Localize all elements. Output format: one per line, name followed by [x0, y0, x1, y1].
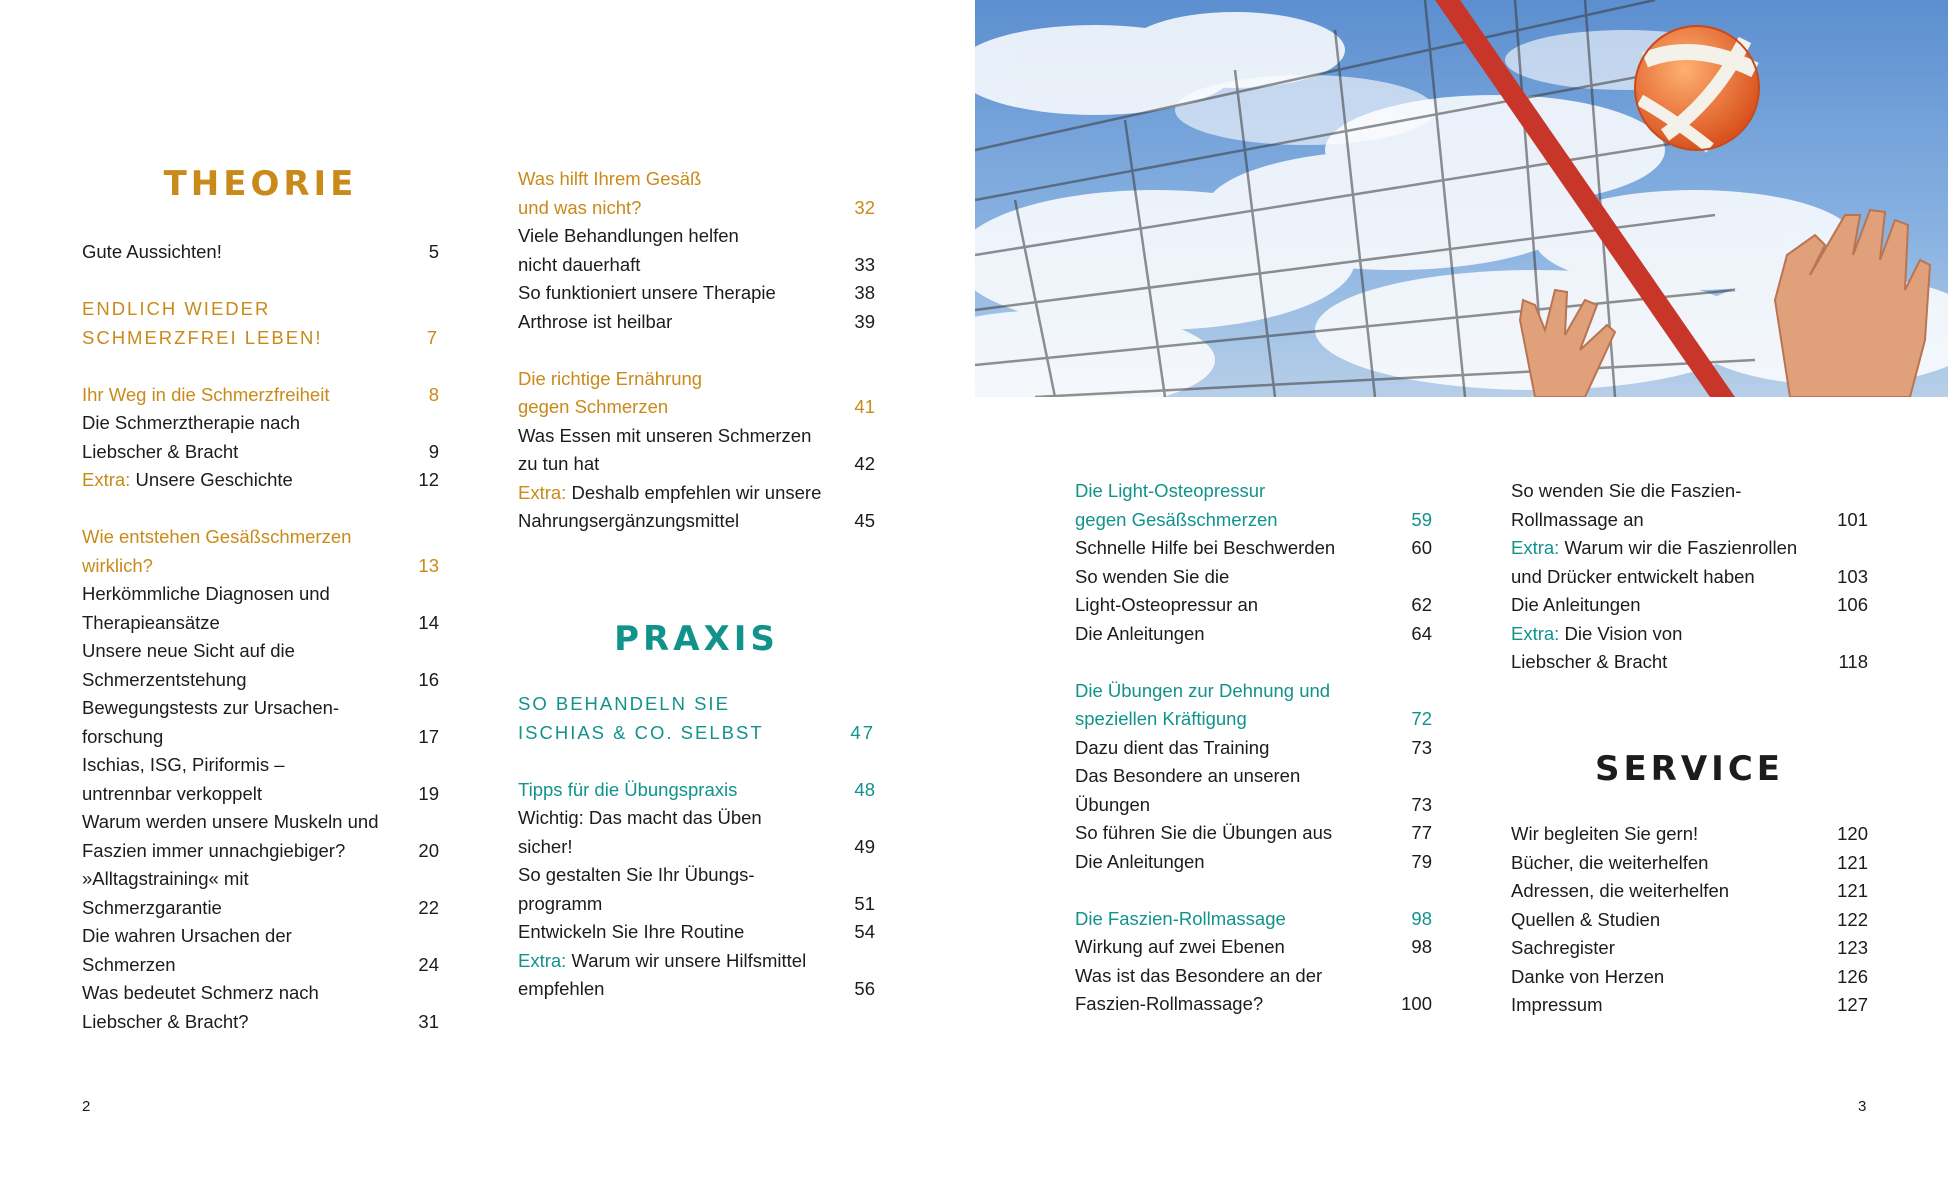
toc-entry-text: Arthrose ist heilbar: [518, 310, 673, 332]
toc-entry[interactable]: [518, 422, 875, 479]
toc-entry-text: Adressen, die weiterhelfen: [1511, 880, 1730, 901]
toc-entry-title: [518, 918, 875, 947]
toc-entry[interactable]: [1511, 534, 1868, 591]
toc-entry-title: [1511, 620, 1868, 677]
toc-page-number: 19: [418, 782, 439, 804]
toc-entry-text: Was hilft Ihrem Gesäß und was nicht?: [518, 168, 702, 218]
toc-page-number: 33: [854, 253, 875, 275]
toc-page-number: 103: [1837, 565, 1868, 587]
toc-entry[interactable]: [518, 947, 875, 1004]
extra-prefix: Extra:: [518, 949, 567, 971]
toc-entry-title: [1511, 591, 1868, 620]
toc-list-theorie-continued: [518, 165, 875, 536]
toc-entry-title: [518, 690, 875, 747]
toc-entry[interactable]: [82, 808, 439, 865]
toc-entry-text: Gute Aussichten!: [82, 241, 222, 262]
extra-prefix: Extra:: [1511, 622, 1560, 644]
toc-entry-title: [518, 479, 875, 536]
volleyball-net-photo: [975, 0, 1948, 397]
toc-entry-text: Entwickeln Sie Ihre Routine: [518, 921, 745, 942]
praxis-column-3: [1075, 477, 1432, 1019]
toc-page-number: 31: [418, 1010, 439, 1032]
toc-subsection-entry[interactable]: [518, 165, 875, 222]
toc-entry[interactable]: [518, 918, 875, 947]
toc-entry[interactable]: [82, 580, 439, 637]
toc-entry-title: [1511, 963, 1868, 992]
toc-spacer: [1075, 648, 1432, 677]
toc-entry-title: [82, 466, 439, 495]
toc-entry-title: [82, 238, 439, 267]
toc-page-number: 77: [1411, 822, 1432, 843]
toc-subsection-entry[interactable]: [518, 365, 875, 422]
toc-page-number: 60: [1411, 537, 1432, 558]
toc-entry-text: Wir begleiten Sie gern!: [1511, 823, 1699, 844]
toc-entry-text: Bewegungstests zur Ursachen- forschung: [82, 697, 340, 747]
toc-entry-title: [1075, 819, 1432, 848]
toc-entry-text: So wenden Sie die Faszien- Rollmassage an: [1511, 480, 1742, 530]
toc-entry[interactable]: [1511, 963, 1868, 992]
toc-entry-title: [1075, 620, 1432, 649]
toc-entry-text: Was ist das Besondere an der Faszien-Rollmassage?: [1075, 964, 1323, 1014]
service-column: [1511, 740, 1868, 1020]
toc-page-number: 126: [1837, 965, 1868, 987]
toc-entry-title: [82, 295, 439, 352]
toc-subsection-entry[interactable]: [518, 776, 875, 805]
toc-page-number: 7: [426, 326, 439, 348]
toc-entry[interactable]: [1511, 849, 1868, 878]
toc-entry-text: SO BEHANDELN SIE ISCHIAS & CO. SELBST: [518, 693, 764, 743]
toc-page-number: 62: [1411, 594, 1432, 615]
toc-entry[interactable]: [1075, 534, 1432, 563]
toc-entry-title: [1075, 905, 1432, 934]
toc-entry[interactable]: [518, 861, 875, 918]
toc-subsection-entry[interactable]: [82, 523, 439, 580]
toc-entry-text: Quellen & Studien: [1511, 908, 1661, 930]
toc-entry[interactable]: [82, 466, 439, 495]
toc-entry-title: [82, 694, 439, 751]
toc-entry-title: [82, 381, 439, 410]
toc-entry-title: [1075, 848, 1432, 877]
toc-page-number: 72: [1411, 708, 1432, 729]
toc-entry[interactable]: [1511, 477, 1868, 534]
toc-entry-title: [82, 751, 439, 808]
toc-entry-title: [82, 922, 439, 979]
toc-page-number: 123: [1837, 937, 1868, 958]
toc-page-number: 13: [418, 554, 439, 576]
toc-entry[interactable]: [82, 979, 439, 1036]
toc-entry-title: [82, 637, 439, 694]
toc-entry-title: [1075, 534, 1432, 563]
toc-page-number: 64: [1411, 622, 1432, 644]
toc-entry-text: Was bedeutet Schmerz nach Liebscher & Bracht?: [82, 982, 319, 1032]
toc-entry-text: Ihr Weg in die Schmerzfreiheit: [82, 383, 330, 405]
toc-entry-text: Viele Behandlungen helfen nicht dauerhaft: [518, 225, 739, 275]
toc-entry[interactable]: [1075, 819, 1432, 848]
toc-entry-text: Wichtig: Das macht das Üben sicher!: [518, 807, 762, 857]
toc-spacer: [82, 267, 439, 296]
theorie-column-2: [518, 165, 875, 536]
toc-page-number: 38: [854, 282, 875, 303]
toc-entry-text: So führen Sie die Übungen aus: [1075, 822, 1333, 843]
toc-entry[interactable]: [518, 222, 875, 279]
toc-page-number: 45: [854, 510, 875, 531]
toc-spacer: [518, 747, 875, 776]
toc-entry-title: [518, 861, 875, 918]
toc-entry[interactable]: [1075, 962, 1432, 1019]
toc-page-number: 56: [854, 978, 875, 999]
praxis-heading: PRAXIS: [614, 619, 779, 659]
toc-entry-text: Die Light-Osteopressur gegen Gesäßschmerzen: [1075, 480, 1278, 530]
toc-entry-text: Die richtige Ernährung gegen Schmerzen: [518, 367, 703, 417]
toc-entry-text: Bücher, die weiterhelfen: [1511, 851, 1709, 873]
toc-entry-title: [1075, 477, 1432, 534]
toc-list-praxis-end: [1511, 477, 1868, 677]
toc-page-number: 100: [1401, 993, 1432, 1014]
toc-entry-title: [1511, 906, 1868, 935]
toc-entry[interactable]: [1511, 820, 1868, 849]
toc-entry[interactable]: [1075, 933, 1432, 962]
toc-entry-title: [1511, 991, 1868, 1020]
toc-page-number: 59: [1411, 508, 1432, 530]
toc-page-number: 121: [1837, 851, 1868, 873]
toc-entry-text: Dazu dient das Training: [1075, 736, 1270, 758]
extra-prefix: Extra:: [518, 481, 567, 503]
toc-entry-title: [518, 222, 875, 279]
toc-entry-text: Tipps für die Übungspraxis: [518, 778, 738, 800]
toc-page-number: 12: [418, 469, 439, 490]
toc-entry-text: So funktioniert unsere Therapie: [518, 282, 776, 303]
toc-page-number: 8: [428, 383, 439, 405]
toc-entry-text: Herkömmliche Diagnosen und Therapieansätze: [82, 583, 330, 633]
toc-entry-title: [518, 308, 875, 337]
toc-page-number: 122: [1837, 908, 1868, 930]
photo-illustration: [975, 0, 1948, 397]
theorie-column: [82, 155, 439, 1036]
toc-spacer: [82, 352, 439, 381]
toc-entry-text: Ischias, ISG, Piriformis – untrennbar verkoppelt: [82, 754, 285, 804]
toc-subsection-entry[interactable]: [1075, 677, 1432, 734]
toc-list-praxis: [518, 690, 875, 1004]
toc-entry[interactable]: [82, 865, 439, 922]
toc-page-number: 127: [1837, 994, 1868, 1015]
praxis-column-4: [1511, 477, 1868, 677]
toc-page-number: 48: [854, 778, 875, 800]
toc-entry-text: Wie entstehen Gesäßschmerzen wirklich?: [82, 526, 352, 576]
page-number-left: 2: [82, 1098, 91, 1115]
toc-list-service: [1511, 820, 1868, 1020]
toc-entry[interactable]: [1075, 620, 1432, 649]
toc-page-number: 106: [1837, 594, 1868, 615]
toc-entry-title: [1075, 563, 1432, 620]
toc-spacer: [1075, 876, 1432, 905]
toc-page-number: 54: [854, 921, 875, 942]
toc-page-number: 24: [418, 953, 439, 975]
toc-entry-title: [1075, 933, 1432, 962]
toc-entry[interactable]: [1511, 991, 1868, 1020]
toc-page-number: 9: [428, 440, 439, 462]
toc-entry-text: Was Essen mit unseren Schmerzen zu tun hat: [518, 424, 812, 474]
toc-entry[interactable]: [1511, 906, 1868, 935]
toc-entry-text: Warum werden unsere Muskeln und Faszien immer unnachgiebiger?: [82, 811, 379, 861]
toc-entry-title: [1511, 849, 1868, 878]
toc-page-number: 120: [1837, 823, 1868, 844]
toc-entry-title: [518, 804, 875, 861]
toc-entry[interactable]: [1511, 591, 1868, 620]
toc-page-number: 17: [418, 725, 439, 747]
toc-page-number: 98: [1411, 936, 1432, 957]
toc-page-number: 73: [1411, 736, 1432, 758]
toc-entry-title: [518, 279, 875, 308]
toc-entry[interactable]: [1511, 877, 1868, 906]
toc-entry-text: Die Schmerztherapie nach Liebscher & Bracht: [82, 412, 300, 462]
toc-entry[interactable]: [82, 409, 439, 466]
toc-entry-text: Danke von Herzen: [1511, 965, 1665, 987]
toc-entry-title: [518, 165, 875, 222]
page-number-right: 3: [1858, 1098, 1867, 1115]
toc-entry-title: [1511, 877, 1868, 906]
toc-entry-text: ENDLICH WIEDER SCHMERZFREI LEBEN!: [82, 298, 323, 348]
toc-entry-text: Impressum: [1511, 994, 1603, 1015]
toc-subsection-entry[interactable]: [82, 381, 439, 410]
toc-page-number: 79: [1411, 850, 1432, 872]
toc-entry-title: [518, 422, 875, 479]
toc-entry-text: Schnelle Hilfe bei Beschwerden: [1075, 537, 1336, 558]
toc-entry-text: Die wahren Ursachen der Schmerzen: [82, 925, 292, 975]
toc-entry-title: [1511, 477, 1868, 534]
service-heading: SERVICE: [1594, 749, 1785, 789]
toc-page-number: 73: [1411, 793, 1432, 815]
toc-entry-title: [1075, 677, 1432, 734]
toc-entry[interactable]: [1075, 563, 1432, 620]
toc-page-number: 41: [854, 396, 875, 417]
toc-entry-text: Unsere Geschichte: [135, 469, 293, 490]
toc-page-number: 42: [854, 453, 875, 474]
toc-entry[interactable]: [518, 279, 875, 308]
theorie-heading: THEORIE: [163, 164, 358, 204]
toc-entry-text: Warum wir die Faszienrollen und Drücker entwickelt haben: [1511, 537, 1798, 587]
toc-spacer: [518, 336, 875, 365]
toc-entry[interactable]: [1511, 620, 1868, 677]
toc-entry-title: [82, 580, 439, 637]
toc-entry-title: [1511, 820, 1868, 849]
toc-entry-text: Sachregister: [1511, 937, 1615, 958]
toc-page-number: 98: [1411, 907, 1432, 929]
toc-entry-text: Wirkung auf zwei Ebenen: [1075, 936, 1285, 957]
toc-section-entry[interactable]: [518, 690, 875, 747]
toc-entry-title: [1075, 762, 1432, 819]
toc-entry[interactable]: [82, 238, 439, 267]
toc-page-number: 101: [1837, 508, 1868, 530]
toc-entry-text: Das Besondere an unseren Übungen: [1075, 765, 1301, 815]
toc-entry-title: [1075, 734, 1432, 763]
toc-entry-text: So wenden Sie die Light-Osteopressur an: [1075, 565, 1259, 615]
toc-entry-title: [1511, 534, 1868, 591]
toc-entry-text: Die Übungen zur Dehnung und speziellen Kräftigung: [1075, 679, 1331, 729]
toc-entry-text: So gestalten Sie Ihr Übungs- programm: [518, 864, 755, 914]
extra-prefix: Extra:: [1511, 537, 1560, 558]
toc-entry[interactable]: [1075, 848, 1432, 877]
toc-list-theorie: [82, 238, 439, 1036]
toc-subsection-entry[interactable]: [1075, 905, 1432, 934]
toc-page-number: 51: [854, 892, 875, 914]
toc-entry[interactable]: [518, 308, 875, 337]
toc-page-number: 14: [418, 611, 439, 633]
toc-entry[interactable]: [518, 479, 875, 536]
toc-entry-title: [518, 776, 875, 805]
toc-page-number: 121: [1837, 880, 1868, 901]
extra-prefix: Extra:: [82, 469, 131, 490]
toc-entry[interactable]: [1075, 762, 1432, 819]
toc-entry[interactable]: [82, 922, 439, 979]
toc-entry-title: [82, 808, 439, 865]
toc-entry-title: [82, 979, 439, 1036]
toc-entry-title: [82, 865, 439, 922]
toc-page-number: 49: [854, 835, 875, 857]
toc-entry-text: Unsere neue Sicht auf die Schmerzentstehung: [82, 640, 295, 690]
toc-page-number: 5: [428, 241, 439, 262]
toc-entry-title: [82, 409, 439, 466]
toc-entry-title: [518, 365, 875, 422]
toc-entry-title: [1075, 962, 1432, 1019]
praxis-column: [518, 610, 875, 1004]
toc-page-number: 32: [854, 196, 875, 218]
toc-entry-text: Die Vision von Liebscher & Bracht: [1511, 622, 1683, 672]
toc-entry-text: Die Anleitungen: [1075, 850, 1205, 872]
toc-entry[interactable]: [1075, 734, 1432, 763]
toc-entry-text: »Alltagstraining« mit Schmerzgarantie: [82, 868, 249, 918]
toc-entry-text: Die Anleitungen: [1511, 594, 1641, 615]
toc-list-praxis-continued: [1075, 477, 1432, 1019]
toc-entry[interactable]: [82, 694, 439, 751]
toc-page-number: 22: [418, 896, 439, 918]
toc-page-number: 16: [418, 668, 439, 690]
toc-entry[interactable]: [1511, 934, 1868, 963]
toc-spacer: [82, 495, 439, 524]
toc-entry-text: Deshalb empfehlen wir unsere Nahrungsergänzungsmittel: [518, 481, 822, 531]
toc-entry[interactable]: [518, 804, 875, 861]
toc-page-number: 39: [854, 310, 875, 332]
toc-entry-title: [1511, 934, 1868, 963]
toc-entry-text: Warum wir unsere Hilfsmittel empfehlen: [518, 949, 807, 999]
toc-entry-text: Die Faszien-Rollmassage: [1075, 907, 1286, 929]
toc-page-number: 20: [418, 839, 439, 861]
toc-subsection-entry[interactable]: [1075, 477, 1432, 534]
toc-page-number: 118: [1838, 651, 1868, 672]
toc-entry[interactable]: [82, 751, 439, 808]
toc-section-entry[interactable]: [82, 295, 439, 352]
toc-entry[interactable]: [82, 637, 439, 694]
toc-entry-title: [518, 947, 875, 1004]
toc-page-number: 47: [850, 721, 875, 743]
toc-entry-title: [82, 523, 439, 580]
toc-entry-text: Die Anleitungen: [1075, 622, 1205, 644]
